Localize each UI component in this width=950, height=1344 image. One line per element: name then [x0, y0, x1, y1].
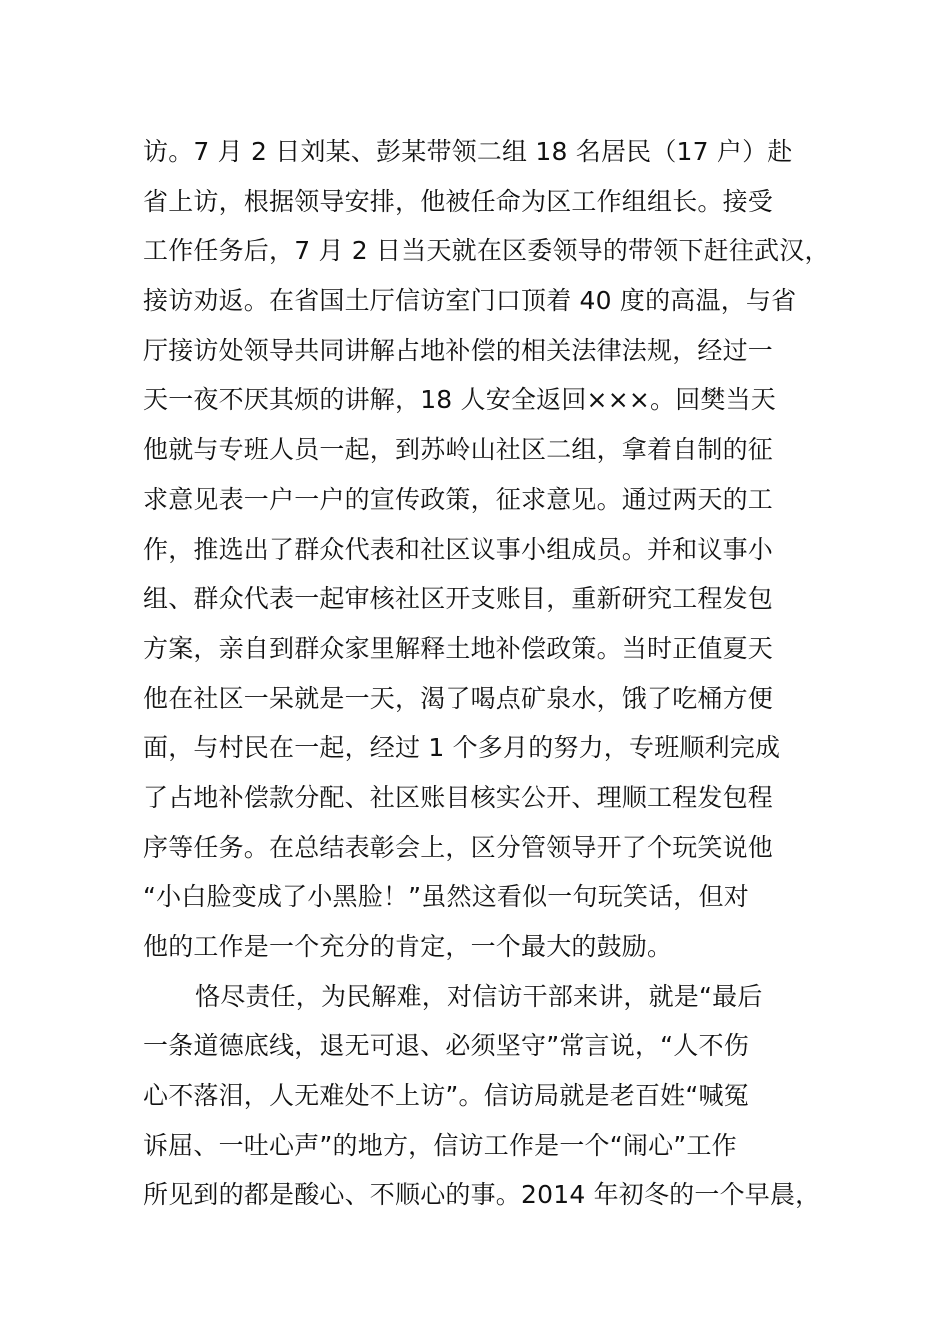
text-line: 作，推选出了群众代表和社区议事小组成员。并和议事小 [143, 534, 774, 564]
text-line: 天一夜不厌其烦的讲解，18 人安全返回×××。回樊当天 [143, 385, 777, 415]
text-line: 面，与村民在一起，经过 1 个多月的努力，专班顺利完成 [143, 733, 781, 763]
text-line: 了占地补偿款分配、社区账目核实公开、理顺工程发包程 [143, 782, 774, 812]
text-line: 一条道德底线，退无可退、必须坚守”常言说，“人不伤 [143, 1031, 749, 1061]
text-line: 工作任务后，7 月 2 日当天就在区委领导的带领下赶往武汉， [143, 236, 830, 266]
text-line: 接访劝返。在省国土厅信访室门口顶着 40 度的高温，与省 [143, 286, 797, 316]
text-line: 所见到的都是酸心、不顺心的事。2014 年初冬的一个早晨， [143, 1180, 821, 1210]
text-line: 方案，亲自到群众家里解释土地补偿政策。当时正值夏天 [143, 633, 774, 663]
text-line: “小白脸变成了小黑脸！”虽然这看似一句玩笑话，但对 [143, 882, 749, 912]
body-text [143, 127, 843, 1220]
text-line: 序等任务。在总结表彰会上，区分管领导开了个玩笑说他 [143, 832, 774, 862]
text-line: 他就与专班人员一起，到苏岭山社区二组，拿着自制的征 [143, 435, 774, 465]
text-line: 厅接访处领导共同讲解占地补偿的相关法律法规，经过一 [143, 335, 774, 365]
text-line: 求意见表一户一户的宣传政策，征求意见。通过两天的工 [143, 484, 774, 514]
text-line: 访。7 月 2 日刘某、彭某带领二组 18 名居民（17 户）赴 [143, 137, 793, 166]
text-line: 组、群众代表一起审核社区开支账目，重新研究工程发包 [143, 584, 774, 614]
text-line: 省上访，根据领导安排，他被任命为区工作组组长。接受 [143, 186, 774, 216]
text-line: 诉屈、一吐心声”的地方，信访工作是一个“闹心”工作 [143, 1130, 737, 1160]
text-line: 他的工作是一个充分的肯定，一个最大的鼓励。 [143, 932, 673, 961]
paragraph-start-line: 恪尽责任，为民解难，对信访干部来讲，就是“最后 [195, 981, 763, 1011]
text-line: 他在社区一呆就是一天，渴了喝点矿泉水，饿了吃桶方便 [143, 683, 774, 713]
text-line: 心不落泪，人无难处不上访”。信访局就是老百姓“喊冤 [143, 1081, 749, 1111]
